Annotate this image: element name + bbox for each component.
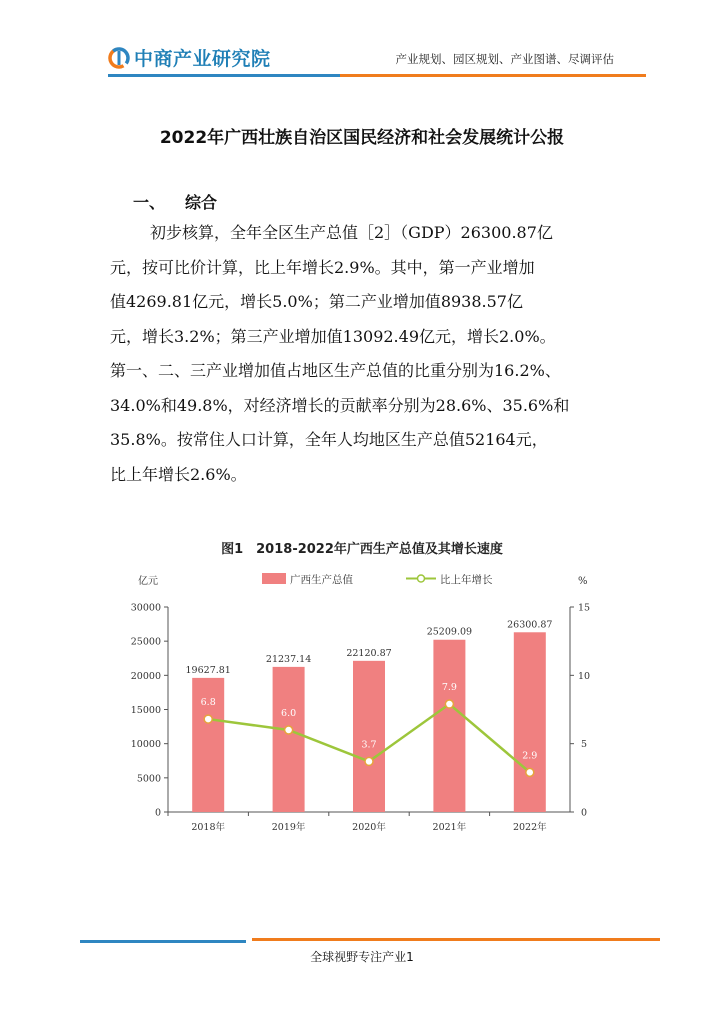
gdp-bar-label: 26300.87	[507, 619, 553, 631]
right-axis-tick-label: 5	[580, 739, 588, 751]
section-title: 综合	[185, 193, 218, 212]
gdp-growth-chart	[110, 562, 610, 842]
gdp-bar	[433, 640, 465, 812]
left-axis-unit: 亿元	[138, 576, 158, 587]
footer-text: 全球视野专注产业1	[310, 950, 414, 964]
body-paragraph	[110, 216, 630, 492]
paragraph-line: 元，按可比价计算，比上年增长2.9%。其中，第一产业增加	[110, 257, 535, 277]
growth-point-label: 7.9	[441, 682, 457, 694]
gdp-bar-label: 25209.09	[426, 626, 473, 638]
growth-point	[445, 700, 453, 708]
left-axis-tick-label: 5000	[136, 773, 161, 785]
x-axis-category-label: 2018年	[191, 822, 226, 833]
growth-point	[204, 715, 212, 723]
legend-swatch-gdp	[262, 573, 286, 584]
left-axis-tick-label: 30000	[130, 602, 161, 614]
logo-text: 中商产业研究院	[134, 48, 271, 70]
left-axis-tick-label: 25000	[130, 636, 161, 648]
header-rule-orange	[340, 74, 646, 77]
chart-title: 图1 2018-2022年广西生产总值及其增长速度	[221, 542, 503, 557]
right-axis-tick-label: 15	[577, 602, 591, 614]
legend-label-gdp: 广西生产总值	[290, 574, 353, 586]
growth-point-label: 2.9	[522, 750, 538, 762]
paragraph-line: 元，增长3.2%；第三产业增加值13092.49亿元，增长2.0%。	[110, 326, 556, 346]
growth-point-label: 6.0	[281, 708, 297, 719]
x-axis-category-label: 2020年	[352, 822, 386, 833]
paragraph-line: 值4269.81亿元，增长5.0%；第二产业增加值8938.57亿	[110, 292, 523, 311]
paragraph-line: 35.8%。按常住人口计算，全年人均地区生产总值52164元，	[110, 430, 548, 449]
paragraph-line: 34.0%和49.8%，对经济增长的贡献率分别为28.6%、35.6%和	[110, 395, 570, 415]
left-axis-tick-label: 0	[154, 807, 161, 819]
growth-point	[526, 768, 534, 776]
gdp-bar-label: 19627.81	[185, 664, 231, 676]
gdp-bar	[514, 632, 546, 812]
growth-point-label: 3.7	[361, 739, 377, 751]
logo	[108, 44, 271, 71]
footer-rule-orange	[252, 938, 660, 941]
left-axis-tick-label: 15000	[130, 705, 161, 716]
x-axis-category-label: 2021年	[432, 822, 467, 833]
gdp-bar-label: 22120.87	[346, 647, 392, 659]
legend-label-growth: 比上年增长	[440, 574, 493, 586]
paragraph-line: 比上年增长2.6%。	[110, 464, 247, 484]
section-number: 一、	[133, 193, 166, 212]
left-axis-tick-label: 10000	[130, 739, 161, 751]
header-rule-blue	[108, 74, 340, 77]
x-axis-category-label: 2019年	[271, 822, 306, 833]
legend-marker-growth	[418, 575, 425, 582]
x-axis-category-label: 2022年	[512, 822, 547, 833]
right-axis-unit: %	[578, 576, 588, 587]
growth-point	[285, 726, 293, 734]
logo-mark-icon	[108, 47, 130, 69]
right-axis-tick-label: 0	[580, 807, 588, 819]
right-axis-tick-label: 10	[577, 670, 591, 682]
gdp-bar	[273, 667, 305, 812]
page-header	[0, 0, 724, 80]
left-axis-tick-label: 20000	[130, 670, 161, 682]
paragraph-line: 第一、二、三产业增加值占地区生产总值的比重分别为16.2%、	[110, 361, 561, 380]
footer-rule-blue	[80, 940, 246, 943]
gdp-bar	[353, 661, 385, 812]
document-title: 2022年广西壮族自治区国民经济和社会发展统计公报	[159, 128, 565, 148]
gdp-bar-label: 21237.14	[265, 653, 312, 665]
paragraph-line: 初步核算，全年全区生产总值［2］（GDP）26300.87亿	[150, 223, 553, 242]
growth-point	[365, 757, 373, 765]
growth-point-label: 6.8	[200, 697, 216, 709]
header-tagline: 产业规划、园区规划、产业图谱、尽调评估	[395, 52, 614, 66]
section-heading	[133, 190, 217, 213]
